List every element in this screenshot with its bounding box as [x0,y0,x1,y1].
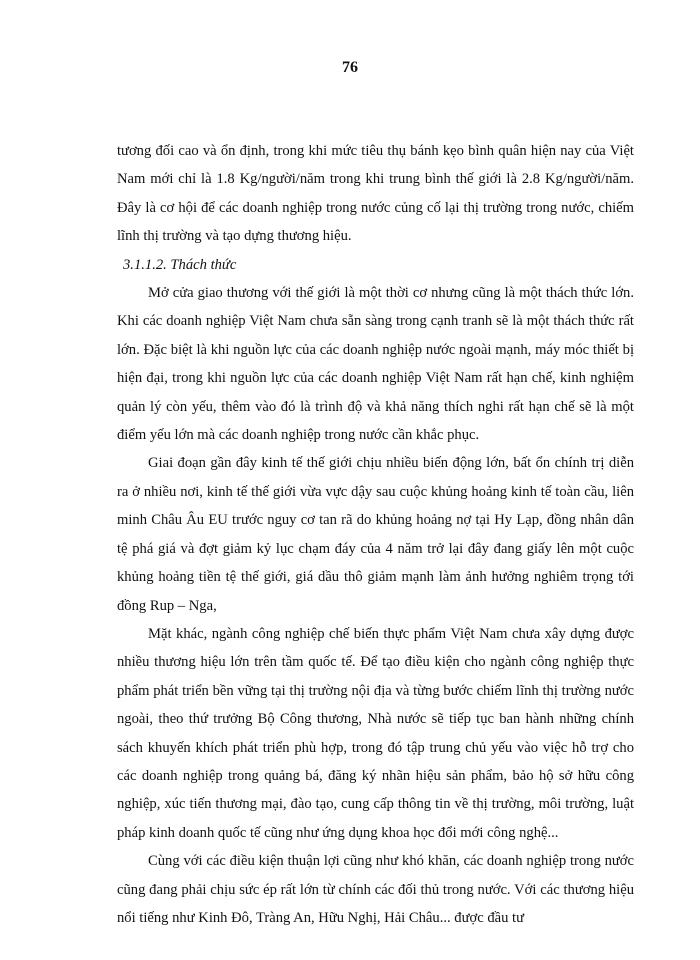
page-number: 76 [342,59,358,76]
section-subheading: 3.1.1.2. Thách thức [123,256,237,273]
paragraph-world-economy: Giai đoạn gần đây kinh tế thế giới chịu nhiều biến động lớn, bất ổn chính trị diễn ra ở nhiều nơi, kinh tế thế giới vừa vực dậy sau cuộc khủng hoảng kinh tế toàn cầu, liên minh Châu Âu EU trước nguy cơ tan rã do khủng hoảng nợ tại Hy Lạp, đồng nhân dân tệ phá giá và đợt giảm kỷ lục chạm đáy của 4 năm trở lại đây đang giấy lên một cuộc khủng hoảng tiền tệ thế giới, giá dầu thô giảm mạnh làm ảnh hưởng nghiêm trọng tới đồng Rup – Nga, [117,455,634,614]
paragraph-competition: Cùng với các điều kiện thuận lợi cũng như khó khăn, các doanh nghiệp trong nước cũng đang phải chịu sức ép rất lớn từ chính các đối thủ trong nước. Với các thương hiệu nổi tiếng như Kinh Đô, Tràng An, Hữu Nghị, Hải Châu... được đầu tư [117,853,634,926]
paragraph-challenges: Mở cửa giao thương với thế giới là một thời cơ nhưng cũng là một thách thức lớn. Khi các doanh nghiệp Việt Nam chưa sẵn sàng trong cạnh tranh sẽ là một thách thức rất lớn. Đặc biệt là khi nguồn lực của các doanh nghiệp nước ngoài mạnh, máy móc thiết bị hiện đại, trong khi nguồn lực của các doanh nghiệp Việt Nam rất hạn chế, kinh nghiệm quản lý còn yếu, thêm vào đó là trình độ và khả năng thích nghi rất hạn chế sẽ là một điểm yếu lớn mà các doanh nghiệp trong nước cần khắc phục. [117,285,634,444]
page-body [117,137,634,932]
paragraph-continuation: tương đối cao và ổn định, trong khi mức tiêu thụ bánh kẹo bình quân hiện nay của Việt Nam mới chỉ là 1.8 Kg/người/năm trong khi trung bình thế giới là 2.8 Kg/người/năm. Đây là cơ hội để các doanh nghiệp trong nước củng cố lại thị trường trong nước, chiếm lĩnh thị trường và tạo dựng thương hiệu. [117,143,634,245]
paragraph-food-industry: Mặt khác, ngành công nghiệp chế biến thực phẩm Việt Nam chưa xây dựng được nhiều thương hiệu lớn trên tầm quốc tế. Để tạo điều kiện cho ngành công nghiệp thực phẩm phát triển bền vững tại thị trường nội địa và từng bước chiếm lĩnh thị trường nước ngoài, theo thứ trưởng Bộ Công thương, Nhà nước sẽ tiếp tục ban hành những chính sách khuyến khích phát triển phù hợp, trong đó tập trung chủ yếu vào việc hỗ trợ cho các doanh nghiệp trong quảng bá, đăng ký nhãn hiệu sản phẩm, bảo hộ sở hữu công nghiệp, xúc tiến thương mại, đào tạo, cung cấp thông tin về thị trường, môi trường, luật pháp kinh doanh quốc tế cũng như ứng dụng khoa học đổi mới công nghệ... [117,625,634,841]
